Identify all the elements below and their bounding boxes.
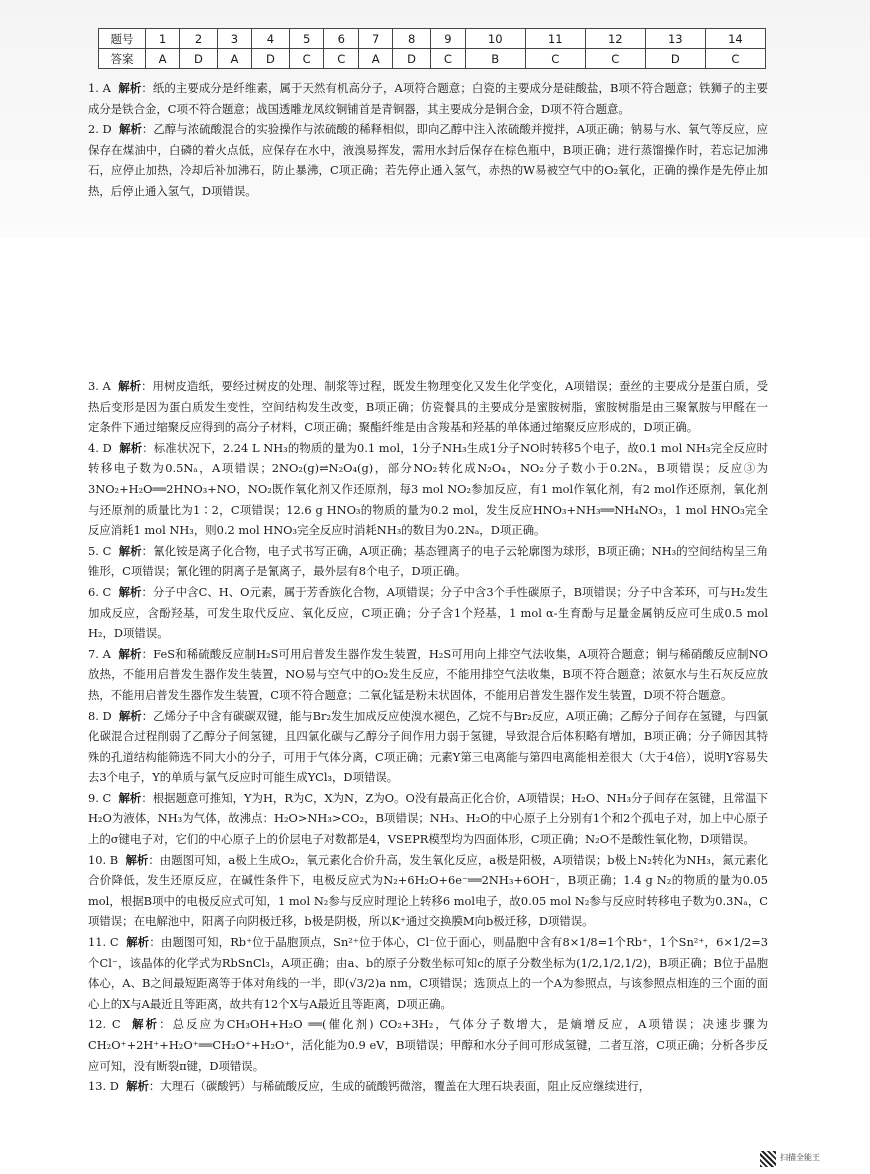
question-number: 14 [705, 29, 765, 49]
item-number: 12. C [88, 1017, 121, 1032]
question-number: 7 [359, 29, 393, 49]
question-number: 10 [465, 29, 525, 49]
question-number: 13 [645, 29, 705, 49]
item-number: 13. D [88, 1079, 119, 1094]
item-label: 解析 [119, 440, 143, 455]
item-text: ：乙醇与浓硫酸混合的实验操作与浓硫酸的稀释相似，即向乙醇中注入浓硫酸并搅拌，A项正确；钠易与水、氧气等反应，应保存在煤油中，白磷的着火点低，应保存在水中，液溴易挥发，需用水封后保存在棕色瓶中，B项正确；进行蒸馏操作时，若忘记加沸石，应停止加热，冷却后补加沸石，防止暴沸，C项正确；若先停止通入氢气，赤热的W易被空气中的O₂氧化，正确的操作是先停止加热，后停止通入氢气，D项错误。 [88, 122, 768, 198]
row-label-answer: 答案 [99, 49, 146, 69]
item-label: 解析 [118, 379, 142, 393]
answer-cell: C [525, 49, 585, 69]
answer-cell: B [465, 49, 525, 69]
explanation-item [88, 78, 768, 119]
item-label: 解析 [118, 646, 142, 661]
answer-cell: A [359, 49, 393, 69]
question-number: 8 [393, 29, 431, 49]
explanation-item [88, 541, 768, 582]
item-number: 9. C [88, 790, 112, 805]
item-text: ：标准状况下，2.24 L NH₃的物质的量为0.1 mol，1分子NH₃生成1分子NO时转移5个电子，故0.1 mol NH₃完全反应时转移电子数为0.5Nₐ，A项错误；2NO₂(g)⇌N₂O₄(g)，部分NO₂转化成N₂O₄，NO₂分子数小于0.2Nₐ，B项错误；反应③为3NO₂+H₂O══2HNO₃+NO，NO₂既作氧化剂又作还原剂，每3 mol NO₂参加反应，有1 mol作氧化剂，有2 mol作还原剂，氧化剂与还原剂的质量比为1∶2，C项错误；12.6 g HNO₃的物质的量为0.2 mol，发生反应HNO₃+NH₃══NH₄NO₃，1 mol HNO₃完全反应消耗1 mol NH₃，则0.2 mol HNO₃完全反应时消耗NH₃的数目为0.2Nₐ，D项正确。 [88, 440, 768, 538]
answer-cell: C [431, 49, 466, 69]
item-number: 1. A [88, 81, 111, 95]
item-number: 5. C [88, 543, 112, 558]
item-text: ：根据题意可推知，Y为H，R为C，X为N，Z为O。O没有最高正化合价，A项错误；H₂O、NH₃分子间存在氢键，且常温下H₂O为液体，NH₃为气体，故沸点：H₂O>NH₃>CO₂，B项错误；NH₃、H₂O的中心原子上分别有1个和2个孤电子对，加上中心原子上的σ键电子对，它们的中心原子上的价层电子对数都是4，VSEPR模型均为四面体形，C项正确；N₂O不是酸性氧化物，D项错误。 [88, 790, 768, 847]
item-text: ：由题图可知，Rb⁺位于晶胞顶点，Sn²⁺位于体心，Cl⁻位于面心，则晶胞中含有8×1/8=1个Rb⁺，1个Sn²⁺，6×1/2=3个Cl⁻，该晶体的化学式为RbSnCl₃，A项正确；由a、b的原子分数坐标可知c的原子分数坐标为(1/2,1/2,1/2)，B项正确；B位于晶胞体心，A、B之间最短距离等于体对角线的一半，即(√3/2)a nm，C项错误；选顶点上的一个A为参照点，与该参照点相连的三个面的面心上的X与A最近且等距离，故共有12个X与A最近且等距离，D项正确。 [88, 935, 768, 1011]
answer-cell: C [705, 49, 765, 69]
item-text: ：乙烯分子中含有碳碳双键，能与Br₂发生加成反应使溴水褪色，乙烷不与Br₂反应，A项正确；乙醇分子间存在氢键，与四氯化碳混合过程削弱了乙醇分子间氢键，且四氯化碳与乙醇分子间作用力弱于氢键，导致混合后体积略有增加，B项正确；分子筛因其特殊的孔道结构能筛选不同大小的分子，可用于气体分离，C项正确；元素Y第三电离能与第四电离能相差很大（大于4倍），说明Y容易失去3个电子，Y的单质与氯气反应时可能生成YCl₃，D项错误。 [88, 708, 768, 785]
row-label-number: 题号 [99, 29, 146, 49]
answer-cell: D [645, 49, 705, 69]
question-number: 12 [585, 29, 645, 49]
blank-gap [0, 238, 870, 368]
item-text: ：用树皮造纸，要经过树皮的处理、制浆等过程，既发生物理变化又发生化学变化，A项错误；蚕丝的主要成分是蛋白质，受热后变形是因为蛋白质发生变性，空间结构发生改变，B项正确；仿瓷餐具的主要成分是蜜胺树脂，蜜胺树脂是由三聚氰胺与甲醛在一定条件下通过缩聚反应得到的高分子材料，C项正确；聚酯纤维是由含羧基和羟基的单体通过缩聚反应形成的，D项正确。 [88, 379, 768, 435]
item-number: 2. D [88, 122, 112, 137]
answer-cell: C [585, 49, 645, 69]
item-text: ：氰化铵是离子化合物，电子式书写正确，A项正确；基态锂离子的电子云轮廓图为球形，B项正确；NH₃的空间结构呈三角锥形，C项错误；氰化锂的阴离子是氰离子，最外层有8个电子，D项正确。 [88, 543, 768, 579]
item-number: 6. C [88, 584, 112, 599]
answer-cell: C [289, 49, 324, 69]
item-text: ：大理石（碳酸钙）与稀硫酸反应，生成的硫酸钙微溶，覆盖在大理石块表面，阻止反应继续进行， [148, 1079, 651, 1094]
explanations-part-1 [88, 78, 768, 202]
answer-cell: A [217, 49, 251, 69]
question-number: 2 [180, 29, 218, 49]
answer-table [98, 28, 766, 69]
item-text: ：纸的主要成分是纤维素，属于天然有机高分子，A项符合题意；白瓷的主要成分是硅酸盐，B项不符合题意；铁狮子的主要成分是铁合金，C项不符合题意；战国透雕龙凤纹铜铺首是青铜器，其主要成分是铜合金，D项不符合题意。 [88, 81, 768, 116]
explanation-item [88, 582, 768, 644]
item-label: 解析 [118, 584, 142, 599]
item-label: 解析 [119, 122, 142, 137]
item-number: 10. B [88, 852, 119, 867]
explanations-part-2 [88, 376, 768, 1097]
answer-cell: D [251, 49, 289, 69]
answer-cell: D [393, 49, 431, 69]
item-label: 解析 [126, 935, 150, 950]
question-number: 4 [251, 29, 289, 49]
item-number: 4. D [88, 440, 112, 455]
item-label: 解析 [125, 852, 149, 867]
item-text: ：分子中含C、H、O元素，属于芳香族化合物，A项错误；分子中含3个手性碳原子，B项错误；分子中含苯环，可与H₂发生加成反应，含酚羟基，可发生取代反应、氧化反应，C项正确；分子含1个羟基，1 mol α-生育酚与足量金属钠反应可生成0.5 mol H₂，D项错误。 [88, 584, 768, 641]
answer-cell: D [180, 49, 218, 69]
qr-code-icon [760, 1151, 776, 1167]
item-text: ：由题图可知，a极上生成O₂，氧元素化合价升高，发生氧化反应，a极是阳极，A项错误；b极上N₂转化为NH₃，氮元素化合价降低，发生还原反应，在碱性条件下，电极反应式为N₂+6H₂O+6e⁻══2NH₃+6OH⁻，B项正确；1.4 g N₂的物质的量为0.05 mol，根据B项中的电极反应式可知，1 mol N₂参与反应时理论上转移6 mol电子，故0.05 mol N₂参与反应时转移电子数为0.3Nₐ，C项错误；在电解池中，阳离子向阴极迁移，b极是阴极，所以K⁺通过交换膜M向b极迁移，D项错误。 [88, 852, 768, 929]
explanation-item [88, 644, 768, 706]
item-label: 解析 [118, 708, 142, 723]
item-label: 解析 [118, 543, 142, 558]
explanation-item [88, 850, 768, 932]
explanation-item [88, 788, 768, 850]
question-number: 11 [525, 29, 585, 49]
scanner-watermark: 扫描全能王 [780, 1153, 820, 1162]
explanation-item [88, 119, 768, 201]
explanation-item [88, 1076, 768, 1097]
answer-table-answer-row [99, 49, 766, 69]
item-text: ：FeS和稀硫酸反应制H₂S可用启普发生器作发生装置，H₂S可用向上排空气法收集，A项符合题意；铜与稀硝酸反应制NO放热，不能用启普发生器作发生装置，NO易与空气中的O₂发生反应，不能用排空气法收集，B项不符合题意；浓氨水与生石灰反应放热，不能用启普发生器作发生装置，C项不符合题意；二氧化锰是粉末状固体，不能用启普发生器作发生装置，D项不符合题意。 [88, 646, 768, 702]
question-number: 5 [289, 29, 324, 49]
explanation-item [88, 1014, 768, 1076]
question-number: 6 [324, 29, 359, 49]
item-label: 解析 [126, 1079, 149, 1094]
answer-table-number-row [99, 29, 766, 49]
item-number: 3. A [88, 379, 111, 393]
question-number: 9 [431, 29, 466, 49]
item-number: 7. A [88, 646, 111, 661]
item-number: 8. D [88, 708, 112, 723]
explanation-item [88, 438, 768, 541]
answer-cell: A [146, 49, 180, 69]
explanation-item [88, 706, 768, 788]
question-number: 1 [146, 29, 180, 49]
item-label: 解析 [118, 790, 142, 805]
item-label: 解析 [118, 81, 142, 95]
item-number: 11. C [88, 935, 119, 950]
item-label: 解析 [132, 1017, 160, 1032]
answer-cell: C [324, 49, 359, 69]
explanation-item [88, 376, 768, 438]
question-number: 3 [217, 29, 251, 49]
item-text: ：总反应为CH₃OH+H₂O ══(催化剂) CO₂+3H₂，气体分子数增大，是熵增反应，A项错误；决速步骤为CH₂O⁺+2H⁺+H₂O⁺══CH₂O⁺+H₂O⁺，活化能为0.9 eV，B项错误；甲醇和水分子间可形成氢键，二者互溶，C项正确；分析各步反应可知，没有断裂π键，D项错误。 [88, 1017, 768, 1073]
explanation-item [88, 932, 768, 1014]
